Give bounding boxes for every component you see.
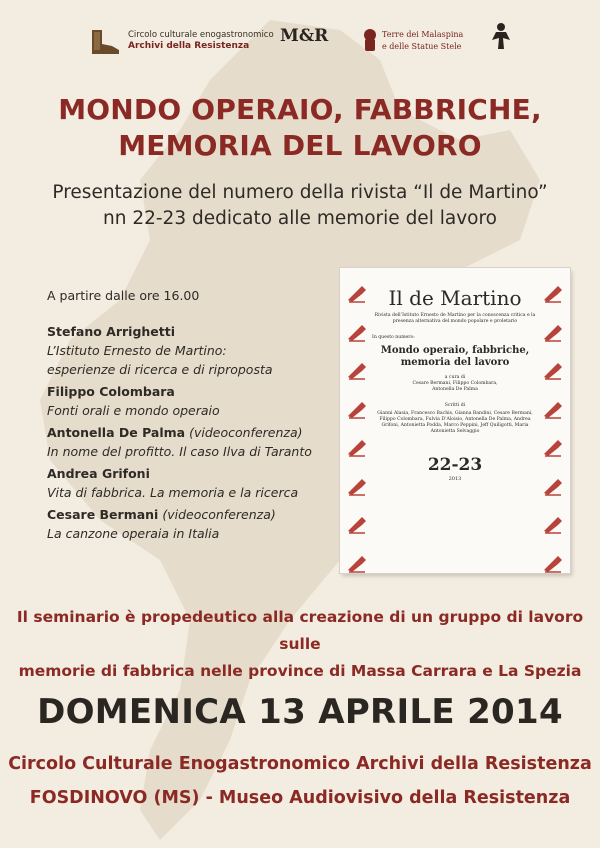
talk-title: L’Istituto Ernesto de Martino: <box>47 343 227 358</box>
event-venue <box>0 747 600 815</box>
cover-stamp-icon <box>346 475 368 497</box>
speaker-name: Antonella De Palma <box>47 425 186 440</box>
cover-in-this-issue: In questo numero: <box>372 335 415 340</box>
cover-year: 2013 <box>448 476 462 482</box>
seminar-note-line2: memorie di fabbrica nelle province di Massa Carrara e La Spezia <box>18 662 582 680</box>
event-title-line1: MONDO OPERAIO, FABBRICHE, <box>58 93 542 126</box>
talk-title: In nome del profitto. Il caso Ilva di Taranto <box>47 444 312 459</box>
cover-issue-title-line2: memoria del lavoro <box>400 357 510 368</box>
header-logos <box>88 22 528 62</box>
event-date: DOMENICA 13 APRILE 2014 <box>37 692 563 732</box>
cover-writings-label: Scritti di <box>444 403 466 408</box>
de-martino-figure-icon <box>488 22 514 50</box>
event-title-line2: MEMORIA DEL LAVORO <box>118 129 482 162</box>
org-logo-text <box>128 30 274 51</box>
program-entry <box>47 505 337 543</box>
event-venue-line2: FOSDINOVO (MS) - Museo Audiovisivo della Resistenza <box>29 788 571 808</box>
speaker-note: (videoconferenza) <box>162 507 276 522</box>
program-entry <box>47 322 337 379</box>
talk-title: Fonti orali e mondo operaio <box>47 403 220 418</box>
cover-stamp-column-left <box>346 282 368 590</box>
cover-issue-number: 22-23 <box>427 455 483 475</box>
cover-authors: Gianni Alasia, Francesco Bachis, Gianna Bandini, Cesare Bermani, Filippo Colombara, Fulvia D’Aloisio, Antonella De Palma, Andrea Grifoni, Antonietta Podda, Marco Peppini, Jeff Quiligotti, Maria Antonietta Selvaggio <box>377 411 533 434</box>
cover-editors-line1: Cesare Bermani, Filippo Colombara, <box>412 381 498 386</box>
cover-tagline: Rivista dell’Istituto Ernesto de Martino per la conoscenza critica e la presenza alternativa del mondo popolare e proletario <box>374 313 536 324</box>
cover-stamp-icon <box>542 282 564 304</box>
journal-cover <box>340 268 570 573</box>
de-martino-logo <box>488 22 528 62</box>
program-list <box>47 286 337 546</box>
cover-issue-title-line1: Mondo operaio, fabbriche, <box>380 345 530 356</box>
talk-title: La canzone operaia in Italia <box>47 526 220 541</box>
seminar-note-line1: Il seminario è propedeutico alla creazione di un gruppo di lavoro sulle <box>16 608 584 653</box>
start-time: A partire dalle ore 16.00 <box>47 288 200 303</box>
cover-stamp-icon <box>346 359 368 381</box>
cover-stamp-icon <box>346 282 368 304</box>
speaker-note: (videoconferenza) <box>189 425 303 440</box>
cover-edited-by: a cura di <box>444 375 466 380</box>
speaker-name: Stefano Arrighetti <box>47 324 176 339</box>
cover-stamp-icon <box>346 321 368 343</box>
cover-content <box>372 268 538 573</box>
cover-stamp-icon <box>542 321 564 343</box>
boot-icon <box>88 26 122 56</box>
speaker-name: Andrea Grifoni <box>47 466 150 481</box>
cover-stamp-icon <box>542 552 564 574</box>
mr-logo-text: M&R <box>280 26 329 46</box>
cover-stamp-icon <box>542 475 564 497</box>
terre-logo-text: Terre dei Malaspina e delle Statue Stele <box>382 30 464 51</box>
org-name-line1: Circolo culturale enogastronomico <box>128 30 274 40</box>
program-entry <box>47 464 337 502</box>
mr-logo <box>280 26 328 56</box>
program-entry <box>47 423 337 461</box>
cover-stamp-icon <box>346 552 368 574</box>
event-title <box>0 92 600 164</box>
terre-malaspina-logo <box>360 28 470 58</box>
stele-icon <box>360 28 380 52</box>
cover-stamp-icon <box>542 513 564 535</box>
program-entry <box>47 382 337 420</box>
cover-stamp-icon <box>542 359 564 381</box>
cover-stamp-icon <box>542 398 564 420</box>
cover-editors-line2: Antonella De Palma <box>432 387 478 392</box>
seminar-note <box>0 604 600 685</box>
cover-stamp-icon <box>346 436 368 458</box>
cover-stamp-column-right <box>542 282 564 590</box>
event-subtitle <box>0 180 600 232</box>
cover-stamp-icon <box>542 436 564 458</box>
cover-stamp-icon <box>346 513 368 535</box>
speaker-name: Filippo Colombara <box>47 384 175 399</box>
event-venue-line1: Circolo Culturale Enogastronomico Archivi della Resistenza <box>8 754 592 774</box>
cover-stamp-icon <box>346 398 368 420</box>
talk-title-continued: esperienze di ricerca e di riproposta <box>47 362 273 377</box>
event-subtitle-line2: nn 22-23 dedicato alle memorie del lavoro <box>103 208 497 229</box>
cover-title: Il de Martino <box>388 286 522 310</box>
speaker-name: Cesare Bermani <box>47 507 159 522</box>
talk-title: Vita di fabbrica. La memoria e la ricerca <box>47 485 299 500</box>
org-name-line2: Archivi della Resistenza <box>128 41 250 51</box>
event-subtitle-line1: Presentazione del numero della rivista “Il de Martino” <box>52 182 548 203</box>
